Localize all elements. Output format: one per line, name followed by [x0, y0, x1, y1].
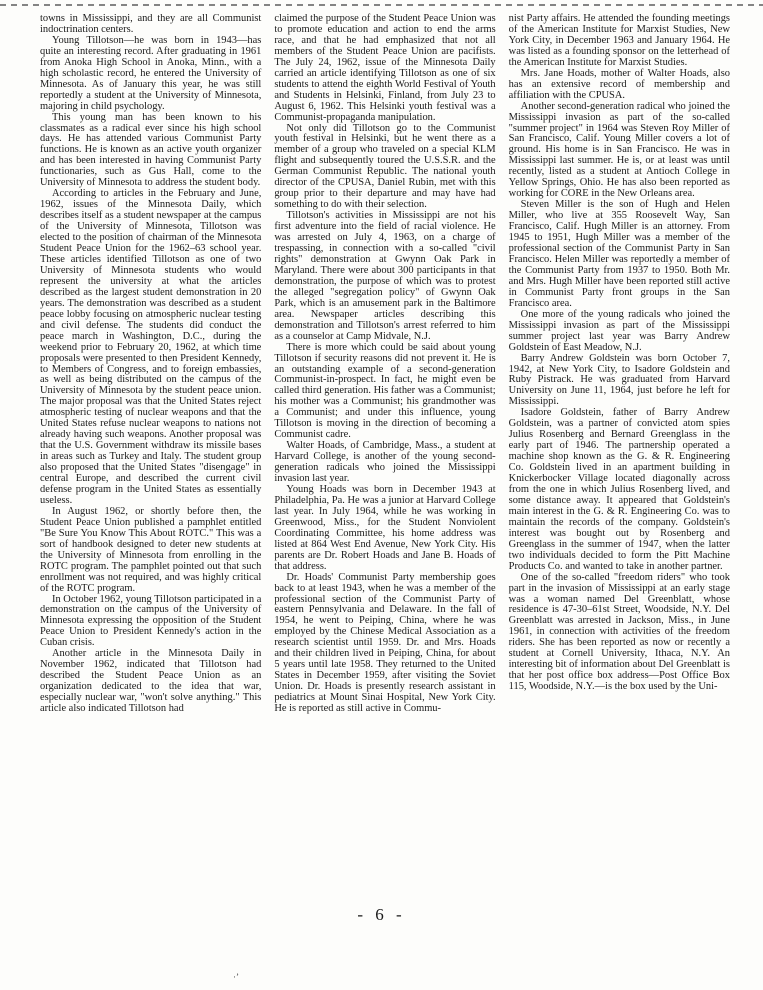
- paragraph: According to articles in the February and June, 1962, issues of the Minnesota Daily, which describes itself as a student newspaper at the campus of the University of Minnesota, Tillotson was elected to the position of chairman of the Minnesota Student Peace Union for the 1962–63 school year. These articles identified Tillotson as one of two University of Minnesota students who would represent the university at what the articles described as the largest student demonstration in 20 years. The demonstration was described as a student peace lobby focusing on atmospheric nuclear testing and civil defense. The students did conduct the peace march in Washington, D.C., during the weekend prior to February 20, 1962, at which time proposals were presented to then President Kennedy, to Members of Congress, and to foreign embassies, as well as being distributed on the campus of the University of Minnesota by the student peace union. The major proposal was that the United States reject atmospheric testing of nuclear weapons and that the United States refuse nuclear weapons to nations not already having such weapons. Another proposal was that the U.S. Government withdraw its missile bases in areas such as Turkey and Italy. The student group also proposed that the United States "disengage" in central Europe, and described the current civil defense program in the United States as essentially useless.: [40, 188, 262, 506]
- paragraph: Not only did Tillotson go to the Communist youth festival in Helsinki, but he went there as a member of a group who traveled on a special KLM flight and subsequently toured the U.S.S.R. and the German Communist Republic. The national youth director of the CPUSA, Daniel Rubin, met with this group prior to their departure and may have had something to do with their selection.: [274, 122, 496, 211]
- paragraph: Dr. Hoads' Communist Party membership goes back to at least 1943, when he was a member of the professional section of the Communist Party of eastern Pennsylvania and Delaware. In the fall of 1954, he went to Peiping, China, where he was employed by the Chinese Medical Association as a research scientist until 1959. Dr. and Mrs. Hoads and their children lived in Peiping, China, for about 5 years until late 1958. They returned to the United States in December 1959, after visiting the Soviet Union. Dr. Hoads is presently research assistant in pediatrics at Mount Sinai Hospital, New York City. He is reported as still active in Commu-: [274, 571, 496, 715]
- paragraph: Young Tillotson—he was born in 1943—has quite an interesting record. After graduating in 1961 from Anoka High School in Anoka, Minn., with a high scholastic record, he entered the University of Minnesota. As of January this year, he was still reportedly a student at the University of Minnesota, majoring in child psychology.: [40, 34, 262, 112]
- page-number: - 6 -: [357, 905, 406, 924]
- paragraph: Another article in the Minnesota Daily in November 1962, indicated that Tillotson had described the Student Peace Union as an organization dedicated to the idea that war, especially nuclear war, "won't solve anything." This article also indicated Tillotson had: [40, 648, 262, 715]
- paragraph: One of the so-called "freedom riders" who took part in the invasion of Mississippi at an early stage was a woman named Del Greenblatt, whose residence is 47-30–61st Street, Woodside, N.Y. Del Greenblatt was arrested in Jackson, Miss., in June 1961, in connection with activities of the freedom riders. She has been reported as now or recently a student at Cornell University, Ithaca, N.Y. An interesting bit of information about Del Greenblatt is that her post office box address—Post Office Box 115, Woodside, N.Y.—is the box used by the Uni-: [508, 571, 730, 693]
- paragraph: Barry Andrew Goldstein was born October 7, 1942, at New York City, to Isadore Goldstein and Ruby Pistrack. He was graduated from Harvard University on June 11, 1964, just before he left for Mississippi.: [508, 352, 730, 408]
- paragraph: Walter Hoads, of Cambridge, Mass., a student at Harvard College, is another of the young second-generation radicals who joined the Mississippi invasion last year.: [274, 440, 496, 485]
- column-1: [40, 14, 261, 715]
- article-body: [40, 14, 730, 715]
- paragraph: nist Party affairs. He attended the founding meetings of the American Institute for Marxist Studies, New York City, in December 1963 and January 1964. He was listed as a founding sponsor on the letterhead of the American Institute for Marxist Studies.: [508, 13, 730, 68]
- scan-speck: ·ʼ: [233, 972, 239, 982]
- paragraph: One more of the young radicals who joined the Mississippi invasion as part of the Mississippi summer project last year was Barry Andrew Goldstein of East Meadow, N.J.: [508, 308, 730, 353]
- paragraph: This young man has been known to his classmates as a radical ever since his high school days. He has attended various Communist Party functions. He is known as an active youth organizer and has been interested in having Communist Party functionaries, such as Gus Hall, come to the University of Minnesota to address the student body.: [40, 111, 262, 189]
- paragraph: In October 1962, young Tillotson participated in a demonstration on the campus of the University of Minnesota expressing the opposition of the Student Peace Union to President Kennedy's action in the Cuban crisis.: [40, 593, 262, 649]
- paragraph: Young Hoads was born in December 1943 at Philadelphia, Pa. He was a junior at Harvard College last year. In July 1964, while he was working in Greenwood, Miss., for the Student Nonviolent Coordinating Committee, his home address was listed at 864 West End Avenue, New York City. His parents are Dr. Robert Hoads and Jane B. Hoads of that address.: [274, 483, 496, 572]
- paragraph: In August 1962, or shortly before then, the Student Peace Union published a pamphlet entitled "Be Sure You Know This About ROTC." This was a sort of handbook designed to deter new students at the University of Minnesota from enrolling in the ROTC program. The pamphlet pointed out that such enrollment was not required, and was highly critical of the ROTC program.: [40, 505, 262, 594]
- paragraph: towns in Mississippi, and they are all Communist indoctrination centers.: [40, 13, 262, 35]
- paragraph: Another second-generation radical who joined the Mississippi invasion as part of the so-called "summer project" in 1964 was Steven Roy Miller of San Francisco, Calif. Young Miller covers a lot of ground. His home is in San Francisco. He was in Mississippi last summer. He is, or at least was until recently, listed as a student at Antioch College in Yellow Springs, Ohio. He has also been reported as working for CORE in the New Orleans area.: [508, 100, 730, 200]
- column-3: [509, 14, 730, 715]
- paragraph: Isadore Goldstein, father of Barry Andrew Goldstein, was a partner of convicted atom spies Julius Rosenberg and Bernard Greenglass in the early part of 1946. The partnership operated a machine shop known as the G. & R. Engineering Co. Goldstein lived in an apartment building in Knickerbocker Village located diagonally across from the one in which Julius Rosenberg lived, and some distance away. It appeared that Goldstein's main interest in the G. & R. Engineering Co. was to maintain the records of the company. Goldstein's interest was bought out by Rosenberg and Greenglass in the summer of 1947, when the latter two individuals decided to form the Pitt Machine Products Co. and wanted to take in another partner.: [508, 407, 730, 572]
- paragraph: Tillotson's activities in Mississippi are not his first adventure into the field of racial violence. He was arrested on July 4, 1963, on a charge of trespassing, in connection with a so-called "civil rights" demonstration at Gwynn Oak Park in Maryland. There were about 300 participants in that demonstration, the purpose of which was to protest the alleged "segregation policy" of Gwynn Oak Park, which is an amusement park in the Baltimore area. Newspaper articles describing this demonstration and Tillotson's arrest referred to him as a counselor at Camp Midvale, N.J.: [274, 210, 496, 342]
- paragraph: Steven Miller is the son of Hugh and Helen Miller, who live at 355 Roosevelt Way, San Francisco, Calif. Hugh Miller is an attorney. From 1945 to 1951, Hugh Miller was a member of the professional section of the Communist Party in San Francisco. Helen Miller was reportedly a member of the Communist Party from 1937 to 1950. Both Mr. and Mrs. Hugh Miller have been reported still active in Communist Party front groups in the San Francisco area.: [508, 199, 730, 309]
- top-rule: [0, 4, 763, 6]
- paragraph: claimed the purpose of the Student Peace Union was to promote education and action to end the arms race, and that he had emphasized that not all members of the Student Peace Union are pacifists. The July 24, 1962, issue of the Minnesota Daily carried an article identifying Tillotson as one of six students to attend the eighth World Festival of Youth and Students in Helsinki, Finland, from July 23 to August 6, 1962. This Helsinki youth festival was a Communist-propaganda manipulation.: [274, 13, 496, 123]
- paragraph: There is more which could be said about young Tillotson if security reasons did not prevent it. He is an outstanding example of a second-generation Communist-in-prospect. In fact, he might even be called third generation. His father was a Communist; his mother was a Communist; his grandmother was a Communist; and under this influence, young Tillotson is moving in the direction of becoming a Communist cadre.: [274, 341, 496, 441]
- paragraph: Mrs. Jane Hoads, mother of Walter Hoads, also has an extensive record of membership and affiliation with the CPUSA.: [508, 67, 730, 101]
- column-2: [274, 14, 495, 715]
